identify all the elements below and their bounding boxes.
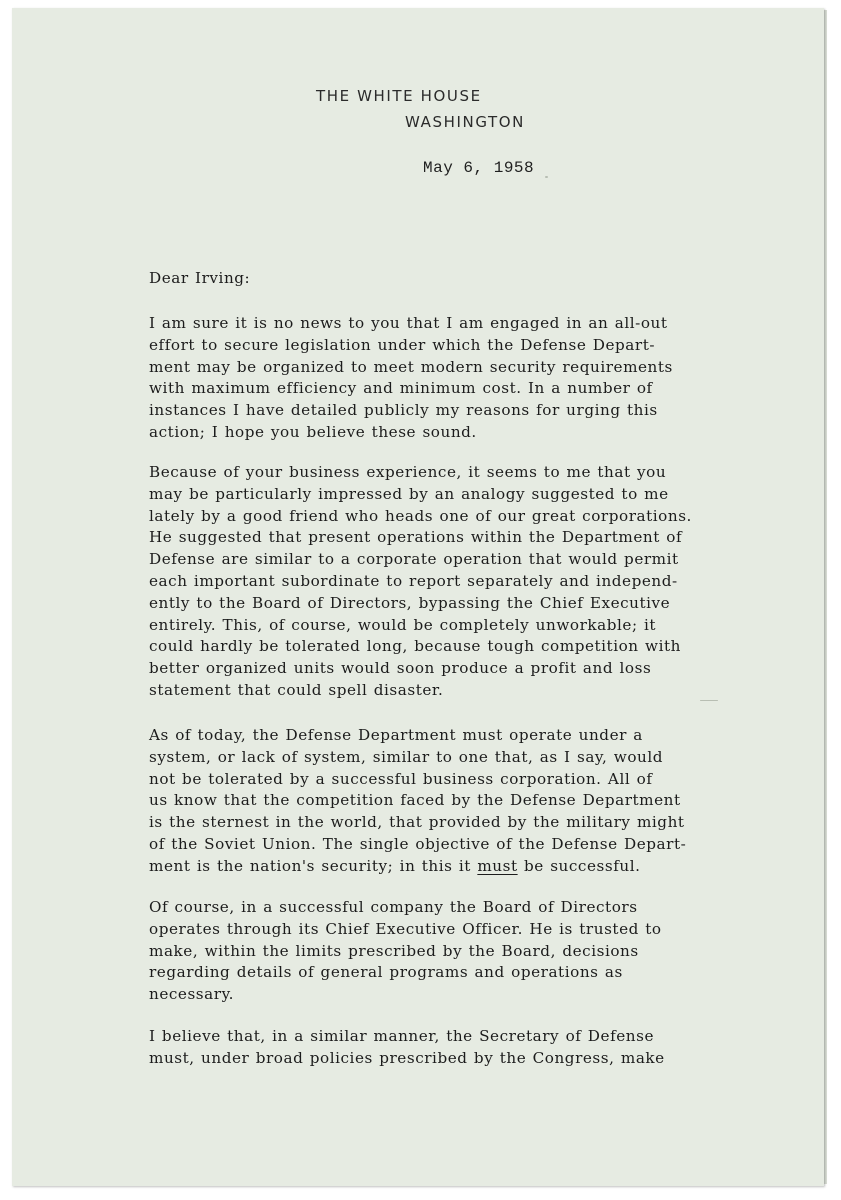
paragraph-line: regarding details of general programs and operations as (149, 963, 623, 982)
underlined-word: must (477, 856, 518, 875)
paragraph-1 (149, 313, 789, 444)
paragraph-line: could hardly be tolerated long, because tough competition with (149, 637, 681, 656)
salutation: Dear Irving: (149, 269, 251, 287)
letterhead-location: WASHINGTON (405, 113, 525, 131)
paragraph-line: Because of your business experience, it seems to me that you (149, 463, 667, 481)
paper-blemish (700, 700, 718, 701)
paragraph-line: I am sure it is no news to you that I am engaged in an all-out (149, 314, 668, 332)
paragraph-line: lately by a good friend who heads one of our great corporations. (149, 506, 692, 525)
paragraph-line: us know that the competition faced by the Defense Department (149, 791, 681, 810)
paragraph-line: not be tolerated by a successful business corporation. All of (149, 769, 653, 788)
paragraph-line: each important subordinate to report separately and independ- (149, 571, 678, 590)
paragraph-line: statement that could spell disaster. (149, 680, 444, 699)
paragraph-line: entirely. This, of course, would be completely unworkable; it (149, 615, 657, 634)
paragraph-line: ently to the Board of Directors, bypassing the Chief Executive (149, 593, 671, 612)
paragraph-line: As of today, the Defense Department must operate under a (149, 726, 643, 744)
paragraph-line-with-emphasis (149, 856, 789, 878)
paragraph-line: instances I have detailed publicly my reasons for urging this (149, 401, 658, 420)
paragraph-line: necessary. (149, 985, 235, 1004)
paragraph-line-end: be successful. (517, 856, 641, 875)
paragraph-line: system, or lack of system, similar to one that, as I say, would (149, 747, 664, 766)
paragraph-line: of the Soviet Union. The single objective of the Defense Depart- (149, 834, 687, 853)
paragraph-line: is the sternest in the world, that provided by the military might (149, 813, 685, 832)
paragraph-line: I believe that, in a similar manner, the Secretary of Defense (149, 1027, 654, 1045)
paragraph-line: must, under broad policies prescribed by the Congress, make (149, 1048, 665, 1067)
paragraph-line: with maximum efficiency and minimum cost. In a number of (149, 379, 653, 398)
paragraph-4 (149, 897, 789, 1006)
paragraph-2 (149, 462, 789, 702)
paragraph-line: effort to secure legislation under which the Defense Depart- (149, 335, 656, 354)
paragraph-line: Of course, in a successful company the Board of Directors (149, 898, 638, 916)
letterhead-title: THE WHITE HOUSE (316, 87, 482, 105)
paragraph-3 (149, 725, 789, 878)
paragraph-line: He suggested that present operations within the Department of (149, 528, 683, 547)
paragraph-line: better organized units would soon produce a profit and loss (149, 659, 652, 678)
paragraph-line: Defense are similar to a corporate operation that would permit (149, 550, 679, 569)
paragraph-line: operates through its Chief Executive Officer. He is trusted to (149, 919, 662, 938)
paragraph-line-start: ment is the nation's security; in this it (149, 856, 478, 875)
paragraph-line: ment may be organized to meet modern security requirements (149, 357, 673, 376)
paragraph-5 (149, 1026, 789, 1070)
paper-edge (824, 10, 827, 1184)
paper-blemish (545, 176, 548, 178)
paragraph-line: make, within the limits prescribed by the Board, decisions (149, 941, 639, 960)
paragraph-line: action; I hope you believe these sound. (149, 422, 477, 441)
paragraph-line: may be particularly impressed by an analogy suggested to me (149, 484, 669, 503)
letter-date: May 6, 1958 (423, 159, 535, 177)
